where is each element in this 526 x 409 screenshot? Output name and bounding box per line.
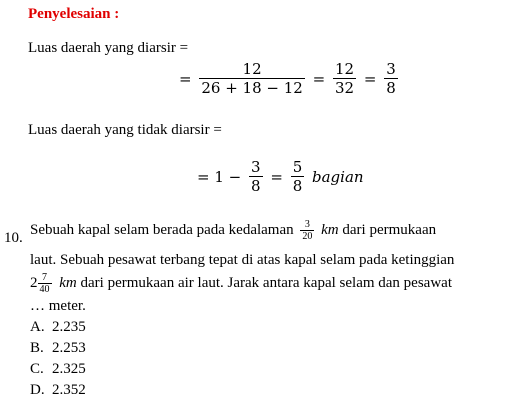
equals-sign: = <box>312 69 326 88</box>
fraction-numerator: 7 <box>42 272 47 283</box>
question-number: 10. <box>4 230 23 246</box>
height-fraction <box>38 272 52 295</box>
option-d-letter: D. <box>30 382 45 398</box>
fraction-numerator: 3 <box>304 219 310 230</box>
fraction-denominator: 20 <box>302 231 313 242</box>
fraction-5-over-8 <box>291 158 305 195</box>
solution-heading: Penyelesaian : <box>28 6 120 22</box>
height-whole: 2 <box>30 274 38 291</box>
question-line-4: … meter. <box>30 298 86 314</box>
question-text: dari permukaan <box>342 221 437 238</box>
unit-bagian: bagian <box>312 167 364 186</box>
fraction-numerator: 3 <box>386 60 396 78</box>
unshaded-area-label: Luas daerah yang tidak diarsir = <box>28 122 222 138</box>
option-b-letter: B. <box>30 340 44 356</box>
fraction-3-over-8 <box>384 60 398 97</box>
shaded-area-equation <box>176 60 398 97</box>
fraction-numerator: 12 <box>242 60 262 78</box>
fraction-denominator: 32 <box>334 79 355 97</box>
shaded-area-label: Luas daerah yang diarsir = <box>28 40 189 56</box>
question-line-1 <box>30 219 522 242</box>
fraction-12-over-32 <box>333 60 356 97</box>
fraction-denominator: 40 <box>39 284 50 295</box>
option-c-value: 2.325 <box>52 361 86 377</box>
one-minus: = 1 − <box>197 167 242 186</box>
unshaded-area-equation <box>194 158 367 195</box>
question-line-2: laut. Sebuah pesawat terbang tepat di atas kapal selam pada ketinggian <box>30 252 455 268</box>
fraction-numerator: 3 <box>251 158 261 176</box>
question-line-3 <box>30 272 522 295</box>
option-d-value: 2.352 <box>52 382 86 398</box>
option-b-value: 2.253 <box>52 340 86 356</box>
equals-sign: = <box>179 69 192 88</box>
fraction-denominator: 8 <box>251 177 261 195</box>
option-a-letter: A. <box>30 319 45 335</box>
question-text: Sebuah kapal selam berada pada kedalaman <box>30 221 294 238</box>
fraction-numerator: 5 <box>292 158 303 176</box>
equals-sign: = <box>363 69 377 88</box>
unit-km: km <box>321 221 339 238</box>
equals-sign: = <box>270 167 283 186</box>
fraction-denominator: 8 <box>292 177 303 195</box>
question-text: dari permukaan air laut. Jarak antara kapal selam dan pesawat <box>80 274 452 291</box>
depth-fraction <box>300 219 314 242</box>
option-a-value: 2.235 <box>52 319 86 335</box>
unit-km: km <box>59 274 77 291</box>
fraction-numerator: 12 <box>334 60 355 78</box>
fraction-denominator: 26 + 18 − 12 <box>201 79 303 97</box>
option-c-letter: C. <box>30 361 44 377</box>
fraction-3-over-8 <box>249 158 263 195</box>
fraction-12-over-sum <box>199 60 304 97</box>
fraction-denominator: 8 <box>386 79 396 97</box>
